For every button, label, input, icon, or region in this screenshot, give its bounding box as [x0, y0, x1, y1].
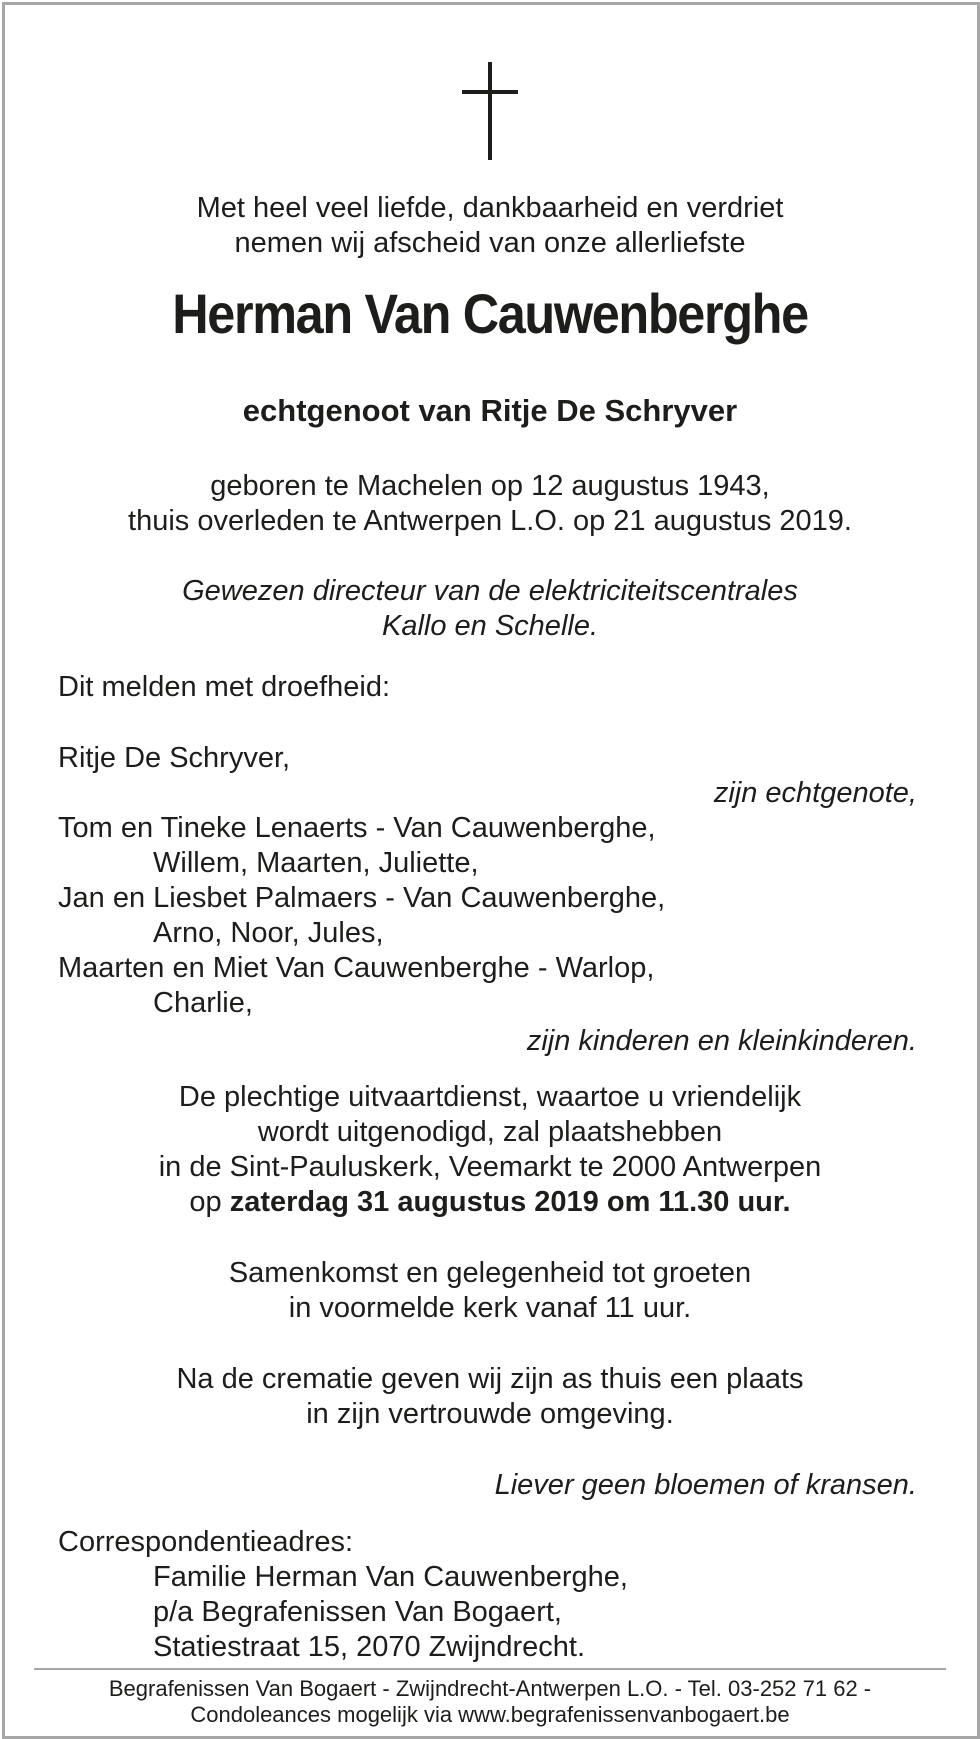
correspondence-line-1: Familie Herman Van Cauwenberghe,	[153, 1561, 628, 1593]
footer-divider	[34, 1668, 946, 1670]
footer-line-2: Condoleances mogelijk via www.begrafenissenvanbogaert.be	[190, 1702, 790, 1727]
family-spouse-role: zijn echtgenote,	[713, 777, 917, 809]
child-parents-1: Tom en Tineke Lenaerts - Van Cauwenberghe,	[58, 812, 656, 844]
family-spouse: Ritje De Schryver,	[58, 742, 291, 774]
family-children-role: zijn kinderen en kleinkinderen.	[526, 1025, 917, 1057]
profession-line-2: Kallo en Schelle.	[381, 610, 599, 642]
intro-line-2: nemen wij afscheid van onze allerliefste	[234, 227, 746, 259]
service-line-1: De plechtige uitvaartdienst, waartoe u vriendelijk	[178, 1081, 802, 1113]
service-date-line	[0, 1185, 980, 1219]
service-line-2: wordt uitgenodigd, zal plaatshebben	[257, 1116, 723, 1148]
grandchildren-3: Charlie,	[153, 987, 253, 1019]
service-line-3: in de Sint-Pauluskerk, Veemarkt te 2000 Antwerpen	[158, 1151, 822, 1183]
cremation-line-1: Na de crematie geven wij zijn as thuis een plaats	[176, 1363, 804, 1395]
cross-icon	[462, 62, 518, 160]
service-date: zaterdag 31 augustus 2019 om 11.30 uur.	[229, 1186, 791, 1218]
service-date-prefix: op	[189, 1186, 230, 1218]
announce-label: Dit melden met droefheid:	[58, 671, 391, 703]
correspondence-line-3: Statiestraat 15, 2070 Zwijndrecht.	[153, 1631, 586, 1663]
birth-line-1: geboren te Machelen op 12 augustus 1943,	[210, 470, 770, 502]
cremation-line-2: in zijn vertrouwde omgeving.	[306, 1398, 674, 1430]
grandchildren-1: Willem, Maarten, Juliette,	[153, 847, 479, 879]
profession-line-1: Gewezen directeur van de elektriciteitscentrales	[182, 575, 798, 607]
birth-line-2: thuis overleden te Antwerpen L.O. op 21 augustus 2019.	[128, 505, 852, 537]
deceased-name: Herman Van Cauwenberghe	[172, 282, 808, 345]
intro-line-1: Met heel veel liefde, dankbaarheid en verdriet	[196, 192, 784, 224]
correspondence-line-2: p/a Begrafenissen Van Bogaert,	[153, 1596, 562, 1628]
grandchildren-2: Arno, Noor, Jules,	[153, 917, 384, 949]
child-parents-2: Jan en Liesbet Palmaers - Van Cauwenberghe,	[58, 882, 666, 914]
gathering-line-1: Samenkomst en gelegenheid tot groeten	[228, 1257, 752, 1289]
no-flowers: Liever geen bloemen of kransen.	[494, 1469, 917, 1501]
child-parents-3: Maarten en Miet Van Cauwenberghe - Warlop,	[58, 952, 655, 984]
footer-line-1: Begrafenissen Van Bogaert - Zwijndrecht-Antwerpen L.O. - Tel. 03-252 71 62 -	[108, 1676, 872, 1701]
gathering-line-2: in voormelde kerk vanaf 11 uur.	[288, 1292, 692, 1324]
correspondence-label: Correspondentieadres:	[58, 1526, 354, 1558]
spouse-line: echtgenoot van Ritje De Schryver	[242, 393, 738, 428]
